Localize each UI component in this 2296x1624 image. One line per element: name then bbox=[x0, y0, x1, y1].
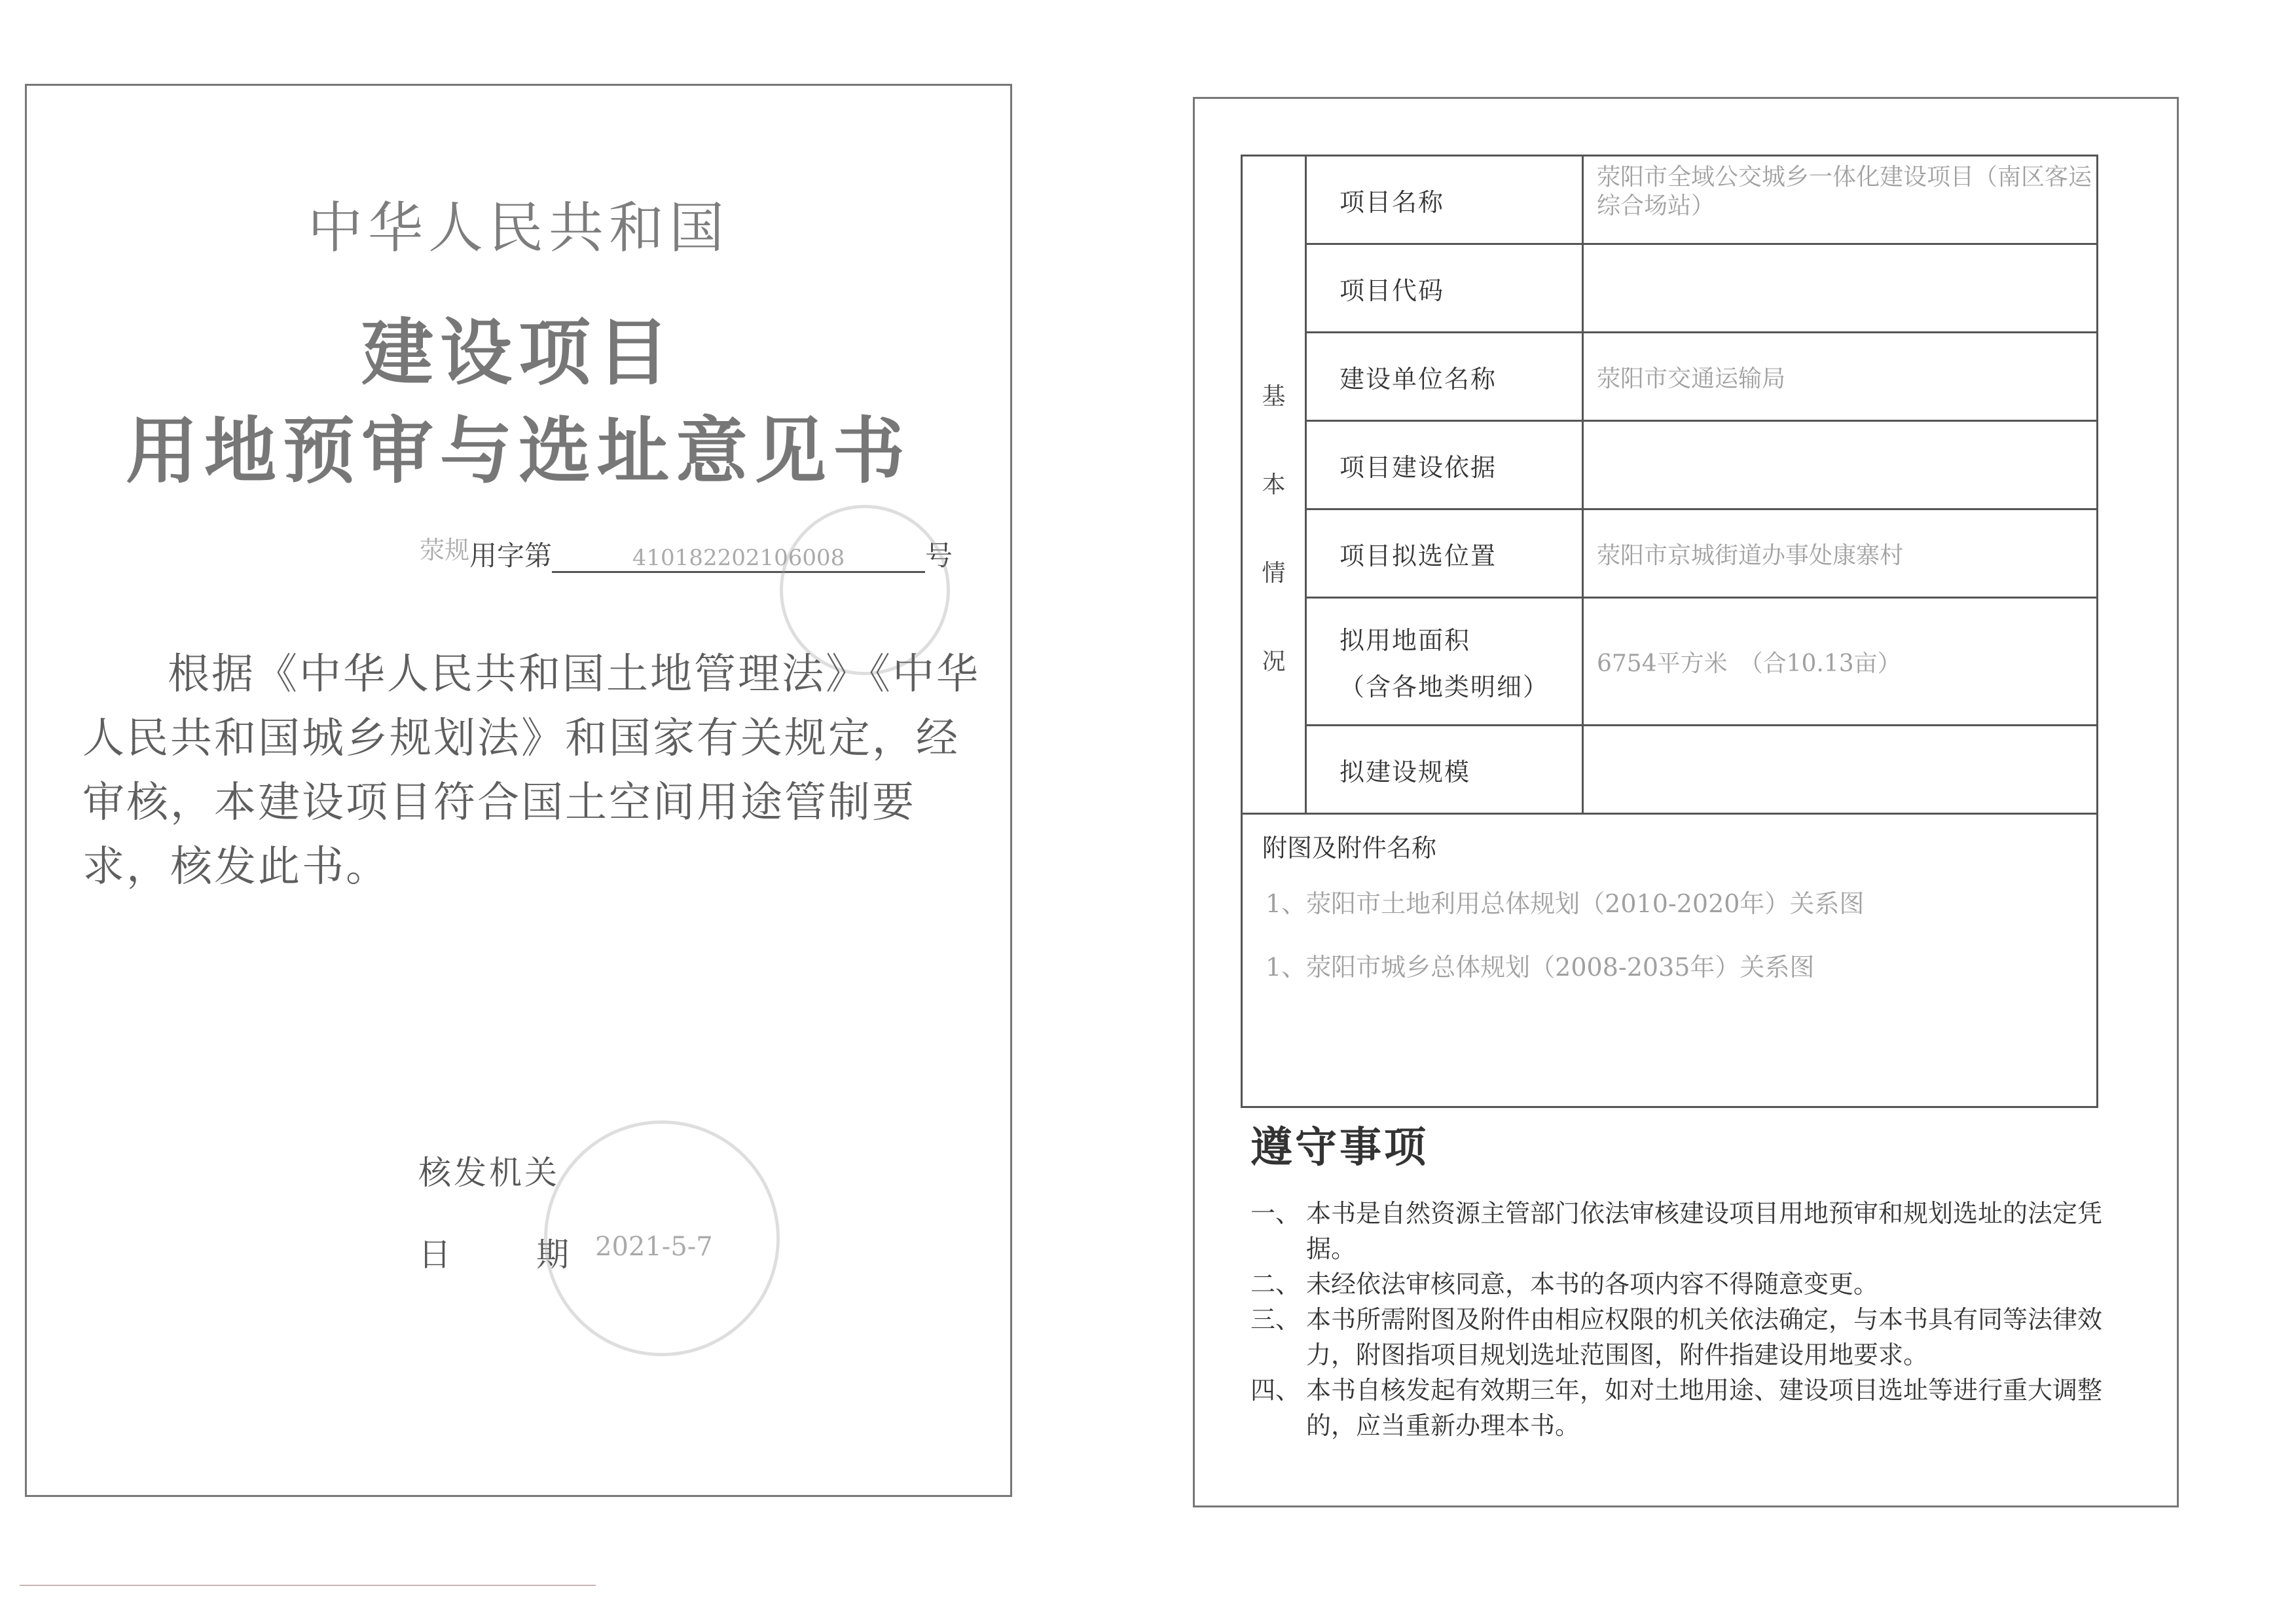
date-value: 2021-5-7 bbox=[595, 1232, 713, 1262]
table-row bbox=[1242, 726, 2098, 814]
notice-item bbox=[1250, 1266, 2115, 1302]
field-label-location: 项目拟选位置 bbox=[1306, 509, 1583, 598]
date-label-char1: 日 bbox=[418, 1236, 451, 1274]
notice-number: 二、 bbox=[1250, 1270, 1301, 1299]
notice-item bbox=[1250, 1196, 2115, 1266]
field-label-land-area bbox=[1306, 598, 1583, 726]
section-label-char: 基 bbox=[1262, 382, 1286, 410]
field-value-location: 荥阳市京城街道办事处康寨村 bbox=[1583, 509, 2098, 598]
table-row bbox=[1242, 814, 2098, 1107]
table-row bbox=[1242, 244, 2098, 333]
permit-label: 用字第 bbox=[469, 540, 553, 572]
field-value-unit-name: 荥阳市交通运输局 bbox=[1583, 333, 2098, 421]
document-title-line1: 建设项目 bbox=[361, 311, 676, 395]
document-title-line2: 用地预审与选址意见书 bbox=[126, 409, 911, 493]
attachments-title: 附图及附件名称 bbox=[1262, 834, 1437, 862]
section-label bbox=[1242, 156, 1306, 814]
basic-info-table bbox=[1241, 155, 2098, 1108]
notice-list bbox=[1250, 1196, 2115, 1443]
section-label-char: 情 bbox=[1262, 559, 1286, 587]
field-label-project-code: 项目代码 bbox=[1306, 244, 1583, 333]
notice-item bbox=[1250, 1302, 2115, 1373]
scan-artifact-line bbox=[20, 1585, 596, 1586]
notice-text: 本书是自然资源主管部门依法审核建设项目用地预审和规划选址的法定凭据。 bbox=[1306, 1199, 2103, 1263]
issuer-seal bbox=[544, 1120, 780, 1356]
right-page bbox=[1193, 97, 2179, 1507]
section-label-char bbox=[1243, 264, 1305, 352]
issuer-label: 核发机关 bbox=[418, 1154, 560, 1192]
field-value-project-code bbox=[1583, 244, 2098, 333]
section-label-char: 况 bbox=[1262, 648, 1286, 675]
left-page bbox=[25, 84, 1012, 1497]
field-label-scale: 拟建设规模 bbox=[1306, 726, 1583, 814]
date-label-char2: 期 bbox=[536, 1236, 569, 1274]
notice-number: 三、 bbox=[1250, 1305, 1301, 1334]
permit-prefix: 荥规 bbox=[420, 536, 470, 564]
notice-text: 本书所需附图及附件由相应权限的机关依法确定，与本书具有同等法律效力，附图指项目规划选址范围图，附件指建设用地要求。 bbox=[1306, 1305, 2103, 1369]
table-row bbox=[1242, 421, 2098, 509]
nation-title: 中华人民共和国 bbox=[307, 196, 729, 260]
field-value-land-area: 6754平方米 （合10.13亩） bbox=[1583, 598, 2098, 726]
table-row bbox=[1242, 333, 2098, 421]
permit-suffix: 号 bbox=[925, 540, 953, 572]
attachment-item: 1、荥阳市城乡总体规划（2008-2035年）关系图 bbox=[1266, 953, 1815, 982]
section-label-char: 本 bbox=[1262, 471, 1286, 498]
notice-title: 遵守事项 bbox=[1250, 1124, 1429, 1172]
notice-item bbox=[1250, 1373, 2115, 1443]
attachments-cell bbox=[1242, 814, 2098, 1107]
field-value-scale bbox=[1583, 726, 2098, 814]
land-area-sublabel: （含各地类明细） bbox=[1339, 673, 1550, 701]
notice-number: 一、 bbox=[1250, 1199, 1301, 1228]
notice-number: 四、 bbox=[1250, 1376, 1301, 1405]
notice-text: 本书自核发起有效期三年，如对土地用途、建设项目选址等进行重大调整的，应当重新办理本书。 bbox=[1306, 1376, 2103, 1440]
body-paragraph: 根据《中华人民共和国土地管理法》《中华人民共和国城乡规划法》和国家有关规定，经审核，本建设项目符合国土空间用途管制要求，核发此书。 bbox=[82, 650, 980, 891]
field-label-unit-name: 建设单位名称 bbox=[1306, 333, 1583, 421]
table-row bbox=[1242, 598, 2098, 726]
field-value-basis bbox=[1583, 421, 2098, 509]
field-value-project-name: 荥阳市全域公交城乡一体化建设项目（南区客运综合场站） bbox=[1583, 156, 2098, 244]
notice-text: 未经依法审核同意，本书的各项内容不得随意变更。 bbox=[1306, 1270, 1879, 1299]
land-area-label: 拟用地面积 bbox=[1339, 626, 1471, 655]
table-row bbox=[1242, 509, 2098, 598]
table-row bbox=[1242, 156, 2098, 244]
attachment-item: 1、荥阳市土地利用总体规划（2010-2020年）关系图 bbox=[1266, 889, 1865, 918]
field-label-project-name: 项目名称 bbox=[1306, 156, 1583, 244]
field-label-basis: 项目建设依据 bbox=[1306, 421, 1583, 509]
permit-number: 410182202106008 bbox=[552, 545, 925, 573]
